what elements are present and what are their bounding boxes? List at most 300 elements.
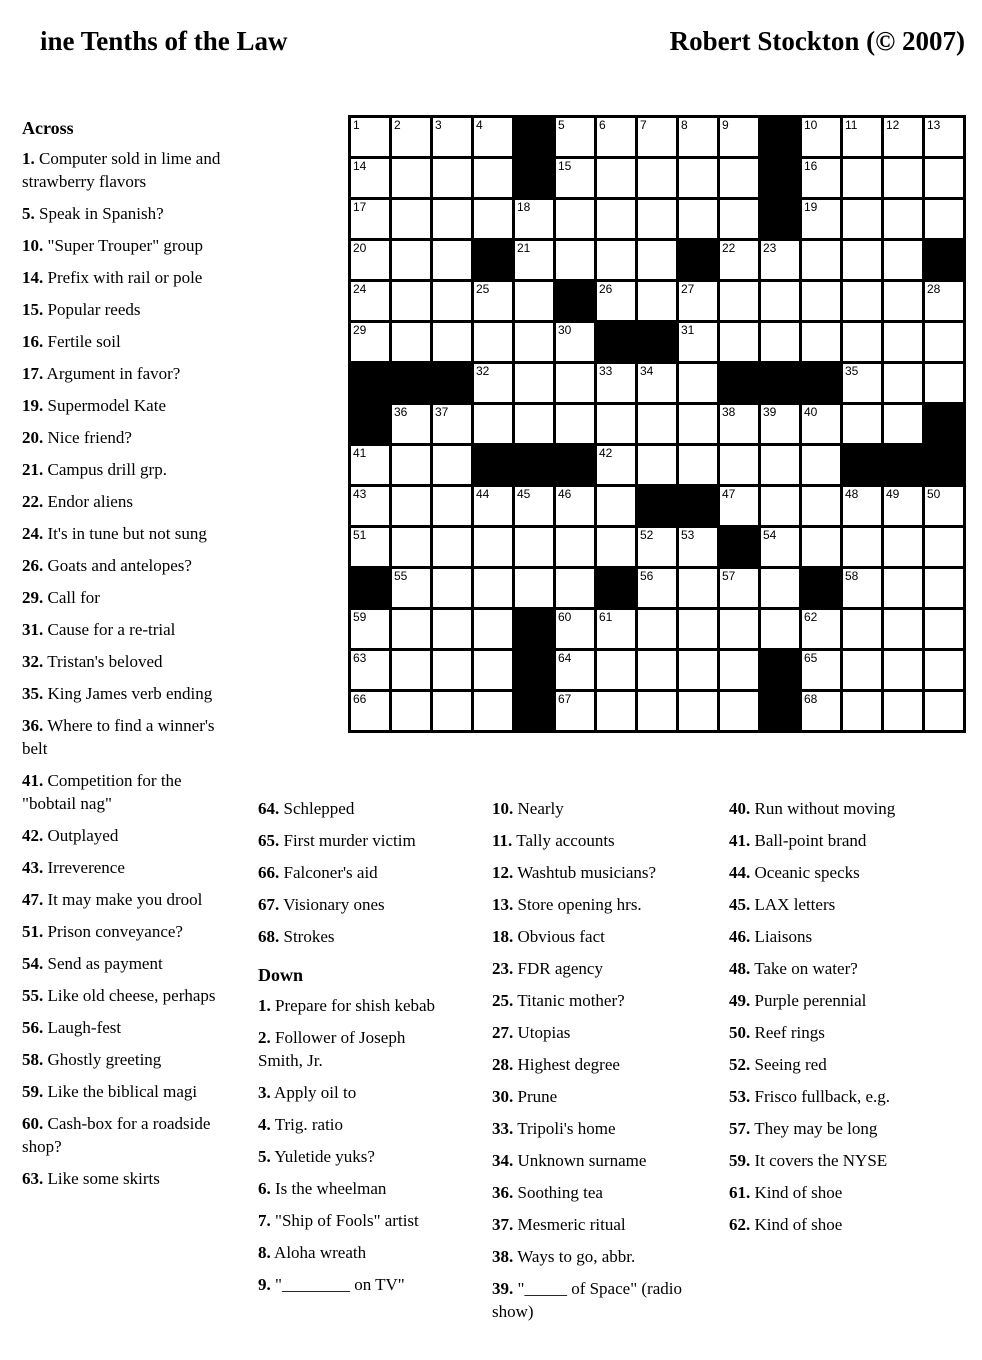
clue-number: 66.: [258, 863, 280, 882]
clue-number: 30.: [492, 1087, 514, 1106]
black-cell-r7c10: [720, 364, 758, 402]
cell-number-15: 15: [558, 159, 572, 173]
grid-cell-r14c12[interactable]: [802, 651, 840, 689]
clue-number: 16.: [22, 332, 44, 351]
grid-cell-r14c6[interactable]: [556, 651, 594, 689]
grid-cell-r2c12[interactable]: [802, 159, 840, 197]
clue-number: 59.: [729, 1151, 751, 1170]
grid-cell-r12c9[interactable]: [679, 569, 717, 607]
grid-cell-r10c15[interactable]: [925, 487, 963, 525]
grid-cell-r9c1[interactable]: [351, 446, 389, 484]
grid-cell-r2c9[interactable]: [679, 159, 717, 197]
cell-number-62: 62: [804, 610, 818, 624]
grid-cell-r13c4[interactable]: [474, 610, 512, 648]
clue-number: 42.: [22, 826, 44, 845]
clue-across-32: 32. Tristan's beloved: [22, 652, 163, 671]
grid-cell-r11c12[interactable]: [802, 528, 840, 566]
black-cell-r10c8: [638, 487, 676, 525]
clue-down-30: 30. Prune: [492, 1087, 558, 1106]
puzzle-byline: Robert Stockton (© 2007): [669, 26, 965, 56]
grid-cell-r3c14[interactable]: [884, 200, 922, 238]
grid-cell-r8c3[interactable]: [433, 405, 471, 443]
cell-number-22: 22: [722, 241, 736, 255]
cell-number-19: 19: [804, 200, 818, 214]
clue-across-43: 43. Irreverence: [22, 858, 125, 877]
grid-cell-r11c1[interactable]: [351, 528, 389, 566]
grid-cell-r6c3[interactable]: [433, 323, 471, 361]
clue-across-16: 16. Fertile soil: [22, 332, 121, 351]
grid-cell-r12c6[interactable]: [556, 569, 594, 607]
grid-cell-r1c9[interactable]: [679, 118, 717, 156]
grid-cell-r4c10[interactable]: [720, 241, 758, 279]
grid-cell-r7c15[interactable]: [925, 364, 963, 402]
clue-across-24: 24. It's in tune but not sung: [22, 524, 207, 543]
grid-cell-r14c7[interactable]: [597, 651, 635, 689]
grid-cell-r12c13[interactable]: [843, 569, 881, 607]
clue-number: 59.: [22, 1082, 44, 1101]
clue-number: 22.: [22, 492, 44, 511]
cell-number-16: 16: [804, 159, 818, 173]
grid-cell-r14c8[interactable]: [638, 651, 676, 689]
grid-cell-r13c12[interactable]: [802, 610, 840, 648]
grid-cell-r4c14[interactable]: [884, 241, 922, 279]
grid-cell-r10c11[interactable]: [761, 487, 799, 525]
grid-cell-r8c5[interactable]: [515, 405, 553, 443]
clue-across-56: 56. Laugh-fest: [22, 1018, 122, 1037]
cell-number-23: 23: [763, 241, 777, 255]
grid-cell-r4c12[interactable]: [802, 241, 840, 279]
grid-cell-r11c15[interactable]: [925, 528, 963, 566]
clue-number: 44.: [729, 863, 751, 882]
grid-cell-r7c14[interactable]: [884, 364, 922, 402]
grid-cell-r8c4[interactable]: [474, 405, 512, 443]
clue-down-12: 12. Washtub musicians?: [492, 863, 657, 882]
grid-cell-r3c3[interactable]: [433, 200, 471, 238]
grid-cell-r6c4[interactable]: [474, 323, 512, 361]
grid-cell-r14c9[interactable]: [679, 651, 717, 689]
grid-cell-r5c9[interactable]: [679, 282, 717, 320]
grid-cell-r2c2[interactable]: [392, 159, 430, 197]
clue-number: 36.: [492, 1183, 514, 1202]
black-cell-r12c7: [597, 569, 635, 607]
cell-number-59: 59: [353, 610, 367, 624]
black-cell-r7c2: [392, 364, 430, 402]
grid-cell-r4c7[interactable]: [597, 241, 635, 279]
cell-number-7: 7: [640, 118, 647, 132]
grid-cell-r4c2[interactable]: [392, 241, 430, 279]
grid-cell-r4c1[interactable]: [351, 241, 389, 279]
clue-down-37: 37. Mesmeric ritual: [492, 1215, 626, 1234]
down-header: Down: [258, 965, 304, 985]
grid-cell-r15c15[interactable]: [925, 692, 963, 730]
grid-cell-r15c13[interactable]: [843, 692, 881, 730]
cell-number-68: 68: [804, 692, 818, 706]
grid-cell-r3c9[interactable]: [679, 200, 717, 238]
grid-cell-r10c4[interactable]: [474, 487, 512, 525]
clue-down-50: 50. Reef rings: [729, 1023, 825, 1042]
clue-number: 7.: [258, 1211, 271, 1230]
grid-cell-r13c8[interactable]: [638, 610, 676, 648]
black-cell-r9c6: [556, 446, 594, 484]
grid-cell-r8c10[interactable]: [720, 405, 758, 443]
clue-across-26: 26. Goats and antelopes?: [22, 556, 192, 575]
grid-cell-r14c3[interactable]: [433, 651, 471, 689]
black-cell-r2c11: [761, 159, 799, 197]
grid-cell-r5c13[interactable]: [843, 282, 881, 320]
grid-cell-r10c10[interactable]: [720, 487, 758, 525]
cell-number-10: 10: [804, 118, 818, 132]
grid-cell-r2c7[interactable]: [597, 159, 635, 197]
clue-number: 27.: [492, 1023, 514, 1042]
grid-cell-r13c6[interactable]: [556, 610, 594, 648]
grid-cell-r8c11[interactable]: [761, 405, 799, 443]
clue-number: 5.: [258, 1147, 271, 1166]
grid-cell-r2c4[interactable]: [474, 159, 512, 197]
grid-cell-r4c13[interactable]: [843, 241, 881, 279]
grid-cell-r1c13[interactable]: [843, 118, 881, 156]
grid-cell-r15c3[interactable]: [433, 692, 471, 730]
clue-across-60: 60. Cash-box for a roadside shop?: [22, 1114, 211, 1156]
grid-cell-r3c2[interactable]: [392, 200, 430, 238]
grid-cell-r2c1[interactable]: [351, 159, 389, 197]
puzzle-title: ine Tenths of the Law: [40, 26, 288, 56]
clue-number: 43.: [22, 858, 44, 877]
grid-cell-r4c3[interactable]: [433, 241, 471, 279]
clue-down-48: 48. Take on water?: [729, 959, 858, 978]
grid-cell-r12c8[interactable]: [638, 569, 676, 607]
clue-number: 24.: [22, 524, 44, 543]
grid-cell-r13c3[interactable]: [433, 610, 471, 648]
clue-number: 64.: [258, 799, 280, 818]
grid-cell-r7c9[interactable]: [679, 364, 717, 402]
grid-cell-r12c4[interactable]: [474, 569, 512, 607]
grid-cell-r5c4[interactable]: [474, 282, 512, 320]
clue-across-22: 22. Endor aliens: [22, 492, 133, 511]
clue-number: 12.: [492, 863, 514, 882]
black-cell-r8c15: [925, 405, 963, 443]
grid-cell-r11c11[interactable]: [761, 528, 799, 566]
black-cell-r4c9: [679, 241, 717, 279]
grid-cell-r9c7[interactable]: [597, 446, 635, 484]
grid-cell-r5c12[interactable]: [802, 282, 840, 320]
grid-cell-r13c7[interactable]: [597, 610, 635, 648]
grid-cell-r15c1[interactable]: [351, 692, 389, 730]
clue-number: 21.: [22, 460, 44, 479]
grid-cell-r6c15[interactable]: [925, 323, 963, 361]
clue-number: 31.: [22, 620, 44, 639]
cell-number-63: 63: [353, 651, 367, 665]
grid-cell-r8c7[interactable]: [597, 405, 635, 443]
grid-cell-r5c14[interactable]: [884, 282, 922, 320]
grid-cell-r5c5[interactable]: [515, 282, 553, 320]
grid-cell-r8c8[interactable]: [638, 405, 676, 443]
clue-across-63: 63. Like some skirts: [22, 1169, 160, 1188]
grid-cell-r1c4[interactable]: [474, 118, 512, 156]
grid-cell-r6c13[interactable]: [843, 323, 881, 361]
cell-number-37: 37: [435, 405, 449, 419]
clue-column-4: [729, 797, 967, 1245]
grid-cell-r15c6[interactable]: [556, 692, 594, 730]
grid-cell-r1c7[interactable]: [597, 118, 635, 156]
clue-across-20: 20. Nice friend?: [22, 428, 132, 447]
grid-cell-r5c3[interactable]: [433, 282, 471, 320]
grid-cell-r9c10[interactable]: [720, 446, 758, 484]
grid-cell-r9c12[interactable]: [802, 446, 840, 484]
grid-cell-r1c3[interactable]: [433, 118, 471, 156]
grid-cell-r3c8[interactable]: [638, 200, 676, 238]
grid-cell-r1c1[interactable]: [351, 118, 389, 156]
grid-cell-r3c5[interactable]: [515, 200, 553, 238]
grid-cell-r13c1[interactable]: [351, 610, 389, 648]
grid-cell-r2c15[interactable]: [925, 159, 963, 197]
grid-cell-r4c6[interactable]: [556, 241, 594, 279]
clue-across-31: 31. Cause for a re-trial: [22, 620, 176, 639]
cell-number-9: 9: [722, 118, 729, 132]
grid-cell-r5c10[interactable]: [720, 282, 758, 320]
grid-cell-r12c11[interactable]: [761, 569, 799, 607]
clue-down-61: 61. Kind of shoe: [729, 1183, 843, 1202]
grid-cell-r6c6[interactable]: [556, 323, 594, 361]
grid-cell-r13c13[interactable]: [843, 610, 881, 648]
grid-cell-r11c3[interactable]: [433, 528, 471, 566]
grid-cell-r3c10[interactable]: [720, 200, 758, 238]
clue-number: 51.: [22, 922, 44, 941]
grid-cell-r9c3[interactable]: [433, 446, 471, 484]
clue-number: 9.: [258, 1275, 271, 1294]
clue-down-23: 23. FDR agency: [492, 959, 603, 978]
grid-cell-r7c4[interactable]: [474, 364, 512, 402]
grid-cell-r8c9[interactable]: [679, 405, 717, 443]
clue-across-15: 15. Popular reeds: [22, 300, 141, 319]
grid-cell-r1c10[interactable]: [720, 118, 758, 156]
grid-cell-r10c1[interactable]: [351, 487, 389, 525]
grid-cell-r11c9[interactable]: [679, 528, 717, 566]
clue-column-2: [258, 797, 450, 1305]
grid-cell-r6c5[interactable]: [515, 323, 553, 361]
grid-cell-r9c2[interactable]: [392, 446, 430, 484]
clue-number: 52.: [729, 1055, 751, 1074]
grid-cell-r10c13[interactable]: [843, 487, 881, 525]
grid-cell-r10c5[interactable]: [515, 487, 553, 525]
grid-cell-r1c15[interactable]: [925, 118, 963, 156]
grid-cell-r13c9[interactable]: [679, 610, 717, 648]
cell-number-24: 24: [353, 282, 367, 296]
clue-number: 18.: [492, 927, 514, 946]
grid-cell-r1c14[interactable]: [884, 118, 922, 156]
grid-cell-r7c13[interactable]: [843, 364, 881, 402]
grid-cell-r5c7[interactable]: [597, 282, 635, 320]
cell-number-5: 5: [558, 118, 565, 132]
grid-cell-r10c6[interactable]: [556, 487, 594, 525]
grid-cell-r15c14[interactable]: [884, 692, 922, 730]
clue-number: 47.: [22, 890, 44, 909]
clue-down-25: 25. Titanic mother?: [492, 991, 625, 1010]
grid-cell-r11c5[interactable]: [515, 528, 553, 566]
cell-number-49: 49: [886, 487, 900, 501]
grid-cell-r6c11[interactable]: [761, 323, 799, 361]
grid-cell-r6c14[interactable]: [884, 323, 922, 361]
grid-cell-r14c15[interactable]: [925, 651, 963, 689]
grid-cell-r8c14[interactable]: [884, 405, 922, 443]
cell-number-39: 39: [763, 405, 777, 419]
grid-cell-r7c5[interactable]: [515, 364, 553, 402]
grid-cell-r10c12[interactable]: [802, 487, 840, 525]
clue-down-13: 13. Store opening hrs.: [492, 895, 642, 914]
grid-cell-r6c10[interactable]: [720, 323, 758, 361]
clue-across-66: 66. Falconer's aid: [258, 863, 378, 882]
grid-cell-r15c7[interactable]: [597, 692, 635, 730]
clue-number: 28.: [492, 1055, 514, 1074]
grid-cell-r15c8[interactable]: [638, 692, 676, 730]
clue-number: 57.: [729, 1119, 751, 1138]
grid-cell-r5c15[interactable]: [925, 282, 963, 320]
grid-cell-r12c15[interactable]: [925, 569, 963, 607]
grid-cell-r15c4[interactable]: [474, 692, 512, 730]
grid-cell-r14c2[interactable]: [392, 651, 430, 689]
grid-cell-r15c2[interactable]: [392, 692, 430, 730]
grid-cell-r2c3[interactable]: [433, 159, 471, 197]
grid-cell-r11c8[interactable]: [638, 528, 676, 566]
grid-cell-r13c11[interactable]: [761, 610, 799, 648]
grid-cell-r14c10[interactable]: [720, 651, 758, 689]
clue-number: 33.: [492, 1119, 514, 1138]
grid-cell-r3c7[interactable]: [597, 200, 635, 238]
grid-cell-r14c4[interactable]: [474, 651, 512, 689]
grid-cell-r1c2[interactable]: [392, 118, 430, 156]
clue-number: 13.: [492, 895, 514, 914]
grid-cell-r10c7[interactable]: [597, 487, 635, 525]
grid-cell-r3c6[interactable]: [556, 200, 594, 238]
clue-across-29: 29. Call for: [22, 588, 100, 607]
grid-cell-r13c14[interactable]: [884, 610, 922, 648]
grid-cell-r3c4[interactable]: [474, 200, 512, 238]
grid-cell-r9c11[interactable]: [761, 446, 799, 484]
black-cell-r12c1: [351, 569, 389, 607]
grid-cell-r12c5[interactable]: [515, 569, 553, 607]
black-cell-r9c14: [884, 446, 922, 484]
grid-cell-r12c14[interactable]: [884, 569, 922, 607]
grid-cell-r5c11[interactable]: [761, 282, 799, 320]
black-cell-r8c1: [351, 405, 389, 443]
clue-down-40: 40. Run without moving: [729, 799, 896, 818]
cell-number-52: 52: [640, 528, 654, 542]
cell-number-46: 46: [558, 487, 572, 501]
grid-cell-r12c10[interactable]: [720, 569, 758, 607]
clue-down-6: 6. Is the wheelman: [258, 1179, 387, 1198]
clue-number: 41.: [22, 771, 44, 790]
cell-number-43: 43: [353, 487, 367, 501]
grid-cell-r10c14[interactable]: [884, 487, 922, 525]
black-cell-r15c11: [761, 692, 799, 730]
grid-cell-r11c13[interactable]: [843, 528, 881, 566]
clue-down-3: 3. Apply oil to: [258, 1083, 357, 1102]
grid-cell-r6c1[interactable]: [351, 323, 389, 361]
grid-cell-r10c2[interactable]: [392, 487, 430, 525]
grid-cell-r11c2[interactable]: [392, 528, 430, 566]
grid-cell-r3c1[interactable]: [351, 200, 389, 238]
grid-cell-r4c5[interactable]: [515, 241, 553, 279]
grid-cell-r10c3[interactable]: [433, 487, 471, 525]
grid-cell-r2c6[interactable]: [556, 159, 594, 197]
grid-cell-r6c9[interactable]: [679, 323, 717, 361]
grid-cell-r3c15[interactable]: [925, 200, 963, 238]
clue-number: 34.: [492, 1151, 514, 1170]
cell-number-27: 27: [681, 282, 695, 296]
grid-cell-r4c8[interactable]: [638, 241, 676, 279]
grid-cell-r2c8[interactable]: [638, 159, 676, 197]
grid-cell-r1c8[interactable]: [638, 118, 676, 156]
grid-cell-r8c6[interactable]: [556, 405, 594, 443]
clue-across-58: 58. Ghostly greeting: [22, 1050, 162, 1069]
grid-cell-r5c1[interactable]: [351, 282, 389, 320]
grid-cell-r3c13[interactable]: [843, 200, 881, 238]
grid-cell-r9c9[interactable]: [679, 446, 717, 484]
grid-cell-r1c6[interactable]: [556, 118, 594, 156]
grid-cell-r12c2[interactable]: [392, 569, 430, 607]
grid-cell-r6c12[interactable]: [802, 323, 840, 361]
cell-number-54: 54: [763, 528, 777, 542]
grid-cell-r5c8[interactable]: [638, 282, 676, 320]
clue-number: 14.: [22, 268, 44, 287]
grid-cell-r2c10[interactable]: [720, 159, 758, 197]
grid-cell-r13c10[interactable]: [720, 610, 758, 648]
grid-cell-r12c3[interactable]: [433, 569, 471, 607]
grid-cell-r14c13[interactable]: [843, 651, 881, 689]
grid-cell-r11c7[interactable]: [597, 528, 635, 566]
grid-cell-r1c12[interactable]: [802, 118, 840, 156]
grid-cell-r6c2[interactable]: [392, 323, 430, 361]
cell-number-51: 51: [353, 528, 367, 542]
grid-cell-r7c8[interactable]: [638, 364, 676, 402]
cell-number-48: 48: [845, 487, 859, 501]
clue-number: 2.: [258, 1028, 271, 1047]
clue-down-11: 11. Tally accounts: [492, 831, 615, 850]
grid-cell-r2c13[interactable]: [843, 159, 881, 197]
grid-cell-r8c13[interactable]: [843, 405, 881, 443]
clue-number: 49.: [729, 991, 751, 1010]
grid-cell-r2c14[interactable]: [884, 159, 922, 197]
clue-number: 10.: [492, 799, 514, 818]
grid-cell-r5c2[interactable]: [392, 282, 430, 320]
black-cell-r7c1: [351, 364, 389, 402]
grid-cell-r14c1[interactable]: [351, 651, 389, 689]
clue-number: 1.: [258, 996, 271, 1015]
grid-cell-r7c7[interactable]: [597, 364, 635, 402]
grid-cell-r9c8[interactable]: [638, 446, 676, 484]
grid-cell-r13c2[interactable]: [392, 610, 430, 648]
black-cell-r3c11: [761, 200, 799, 238]
grid-cell-r15c9[interactable]: [679, 692, 717, 730]
grid-cell-r11c14[interactable]: [884, 528, 922, 566]
grid-cell-r13c15[interactable]: [925, 610, 963, 648]
clue-number: 11.: [492, 831, 513, 850]
grid-cell-r4c11[interactable]: [761, 241, 799, 279]
grid-cell-r14c14[interactable]: [884, 651, 922, 689]
clue-number: 46.: [729, 927, 751, 946]
cell-number-41: 41: [353, 446, 367, 460]
grid-cell-r7c6[interactable]: [556, 364, 594, 402]
grid-cell-r8c12[interactable]: [802, 405, 840, 443]
grid-cell-r15c12[interactable]: [802, 692, 840, 730]
grid-cell-r11c4[interactable]: [474, 528, 512, 566]
cell-number-32: 32: [476, 364, 490, 378]
grid-cell-r3c12[interactable]: [802, 200, 840, 238]
black-cell-r7c3: [433, 364, 471, 402]
cell-number-45: 45: [517, 487, 531, 501]
grid-cell-r11c6[interactable]: [556, 528, 594, 566]
grid-cell-r15c10[interactable]: [720, 692, 758, 730]
grid-cell-r8c2[interactable]: [392, 405, 430, 443]
